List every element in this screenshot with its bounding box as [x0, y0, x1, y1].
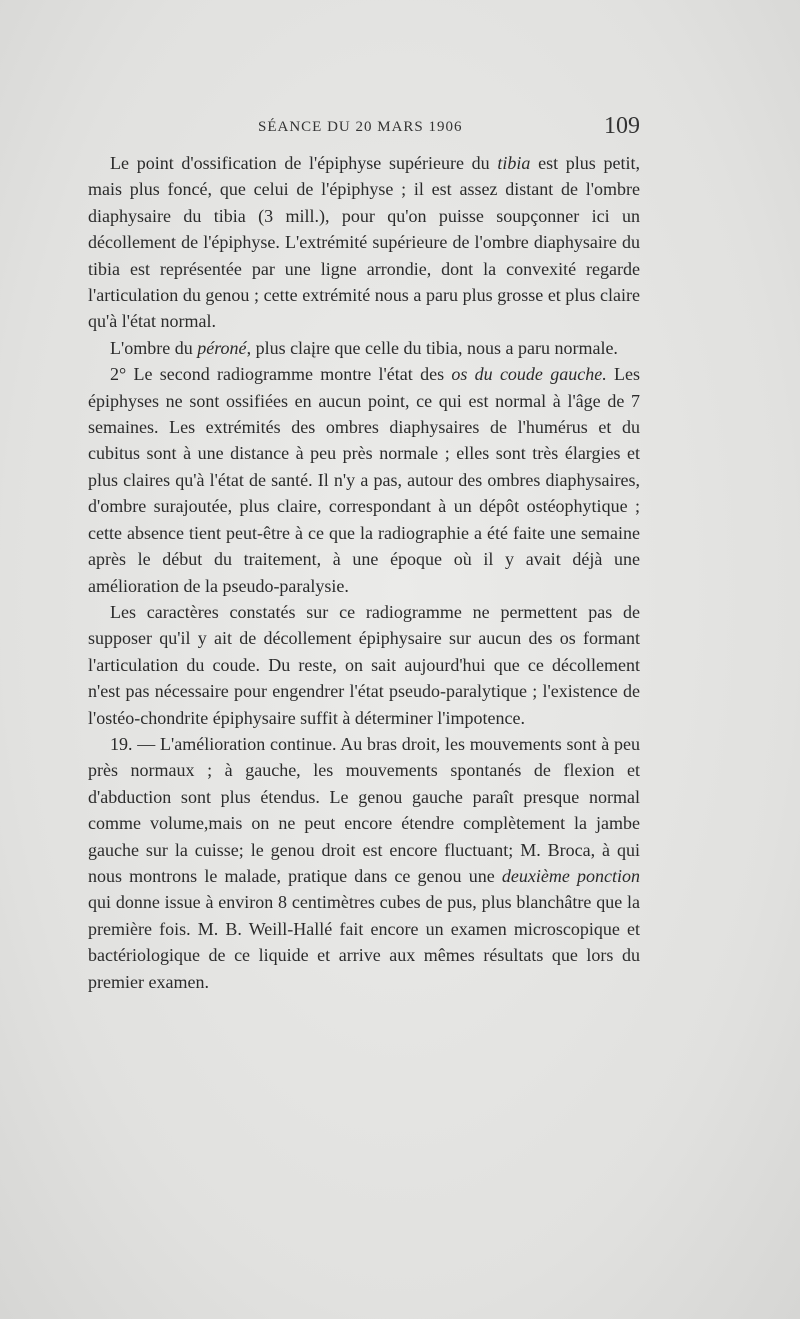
body-text: [88, 150, 640, 995]
emphasis-coude: os du coude gauche.: [451, 364, 607, 385]
paragraph-2: L'ombre du péroné, plus claįre que celle du tibia, nous a paru normale.: [110, 337, 618, 358]
paragraph-3: 2° Le second radiogramme montre l'état des os du coude gauche. Les épiphyses ne sont ossifiées en aucun point, ce qui est normal à l'âge de 7 semaines. Les extrémités des ombres diaphysaires de l'humérus et du cubitus sont à une distance à peu près normale ; elles sont très élargies et plus claires qu'à l'état de santé. Il n'y a pas, autour des ombres diaphysaires, d'ombre surajoutée, plus claire, correspondant à un dépôt ostéophytique ; cette absence tient peut-être à ce que la radiographie a été faite une semaine après le début du traitement, à une époque où il y avait déjà une amélioration de la pseudo-paralysie.: [88, 364, 640, 596]
emphasis-ponction: deuxième ponction: [501, 865, 640, 886]
page-header: [88, 113, 640, 143]
paragraph-1: Le point d'ossification de l'épiphyse supérieure du tibia est plus petit, mais plus foncé, que celui de l'épiphyse ; il est assez distant de l'ombre diaphysaire du tibia (3 mill.), pour qu'on puisse soupçonner ici un décollement de l'épiphyse. L'extrémité supérieure de l'ombre diaphysaire du tibia est représentée par une ligne arrondie, dont la convexité regarde l'articulation du genou ; cette extrémité nous a paru plus grosse et plus claire qu'à l'état normal.: [88, 153, 640, 332]
running-head: SÉANCE DU 20 MARS 1906: [258, 119, 463, 135]
paragraph-4: Les caractères constatés sur ce radiogramme ne permettent pas de supposer qu'il y ait de décollement épiphysaire sur aucun des os formant l'articulation du coude. Du reste, on sait aujourd'hui que ce décollement n'est pas nécessaire pour engendrer l'état pseudo-paralytique ; l'existence de l'ostéo-chondrite épiphysaire suffit à déterminer l'impotence.: [88, 601, 640, 728]
emphasis-tibia: tibia: [497, 153, 531, 173]
paragraph-5: 19. — L'amélioration continue. Au bras droit, les mouvements sont à peu près normaux ; à gauche, les mouvements spontanés de flexion et d'abduction sont plus étendus. Le genou gauche paraît presque normal comme volume,mais on ne peut encore étendre complètement la jambe gauche sur la cuisse; le genou droit est encore fluctuant; M. Broca, à qui nous montrons le malade, pratique dans ce genou une deuxième ponction qui donne issue à environ 8 centimètres cubes de pus, plus blanchâtre que la première fois. M. B. Weill-Hallé fait encore un examen microscopique et bactériologique de ce liquide et arrive aux mêmes résultats que lors du premier examen.: [88, 733, 640, 992]
page-number: 109: [604, 113, 640, 139]
emphasis-perone: péroné: [197, 337, 247, 358]
